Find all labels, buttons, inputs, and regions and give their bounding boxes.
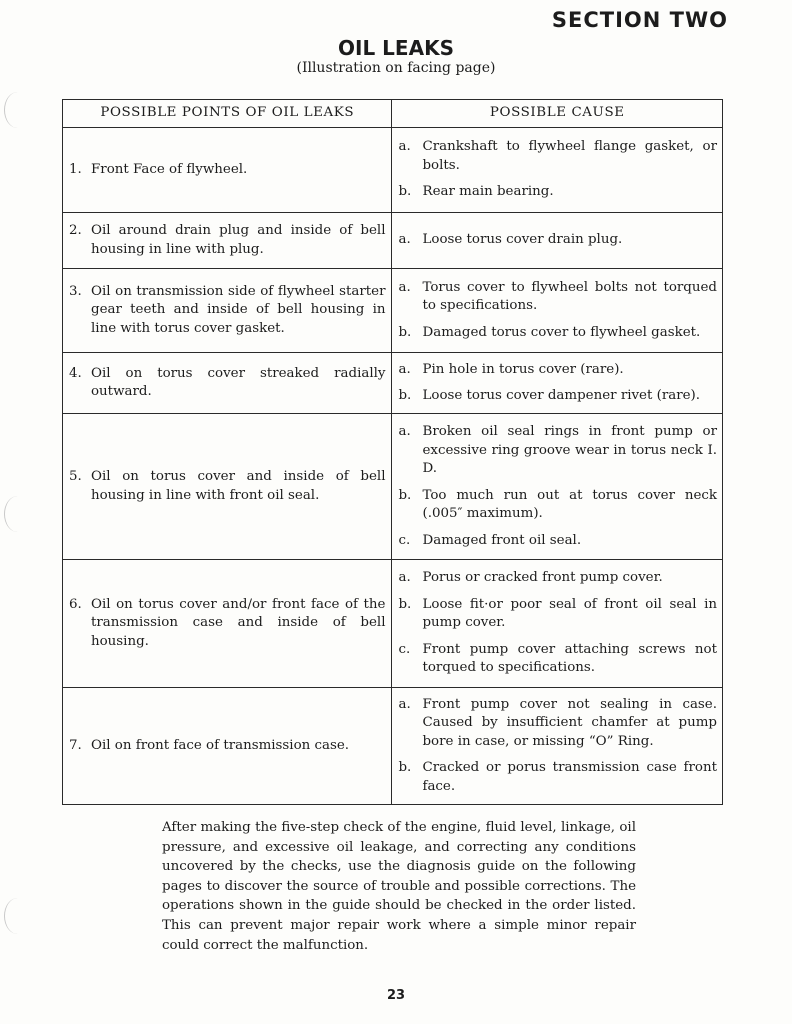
cause-text: Too much run out at torus cover neck (.005″ maximum). [422,487,717,521]
cause-item [398,138,717,175]
cause-text: Broken oil seal rings in front pump or excessive ring groove wear in torus neck I. D. [422,424,717,476]
cause-letter: a. [398,232,411,248]
cause-item [398,279,717,316]
cause-text: Front pump cover attaching screws not torqued to specifications. [422,641,717,676]
leak-point-text: Oil on torus cover and/or front face of the transmission case and inside of bell housing. [91,596,386,649]
cause-text: Front pump cover not sealing in case. Caused by insufficient chamfer at pump bore in case, or missing “O” Ring. [422,696,717,749]
page-number: 23 [386,988,406,1003]
cause-letter: b. [398,324,412,340]
cause-text: Loose torus cover drain plug. [422,232,623,248]
table-row [63,688,723,805]
punch-hole-mark [4,496,31,532]
leak-point-cell [63,353,392,414]
cause-letter: b. [398,760,412,776]
cause-item [398,387,717,406]
row-number: 2. [69,223,82,238]
leak-point-text: Oil on front face of transmission case. [91,737,350,753]
cause-text: Damaged front oil seal. [422,532,582,548]
table-row [63,560,723,688]
possible-cause-cell [392,560,723,688]
cause-letter: b. [398,388,412,403]
leak-point-text: Oil around drain plug and inside of bell housing in line with plug. [91,223,386,257]
page-title: OIL LEAKS [338,36,454,60]
punch-hole-mark [4,898,31,934]
cause-text: Porus or cracked front pump cover. [422,570,663,586]
cause-letter: c. [398,641,411,657]
cause-letter: a. [398,279,411,295]
instructions-paragraph: After making the five-step check of the engine, fluid level, linkage, oil pressure, and excessive oil leakage, and correcting any conditions uncovered by the checks, use the diagnosis guide on the following pages to discover the source of trouble and possible corrections. The operations shown in the guide should be checked in the order listed. This can prevent major repair work where a simple minor repair could correct the malfunction. [162,820,636,953]
table-row [63,213,723,269]
cause-letter: a. [398,424,411,439]
cause-letter: c. [398,532,411,548]
cause-text: Damaged torus cover to flywheel gasket. [422,324,701,340]
row-number: 7. [69,737,82,753]
row-number: 6. [69,596,82,612]
table-row [63,269,723,353]
punch-hole-mark [4,92,31,128]
column-header-points: POSSIBLE POINTS OF OIL LEAKS [63,100,392,128]
cause-item [398,487,717,524]
leak-point-cell [63,213,392,269]
cause-item [398,183,717,202]
cause-letter: a. [398,570,411,586]
cause-item [398,759,717,796]
section-heading: SECTION TWO [551,8,728,32]
cause-item [398,696,717,752]
table-row [63,353,723,414]
possible-cause-cell [392,128,723,213]
cause-text: Pin hole in torus cover (rare). [422,361,624,377]
cause-letter: b. [398,487,412,503]
cause-item [398,324,717,343]
cause-text: Loose torus cover dampener rivet (rare). [422,388,701,403]
leak-point-text: Oil on torus cover and inside of bell housing in line with front oil seal. [91,469,386,503]
cause-text: Crankshaft to flywheel flange gasket, or bolts. [422,139,717,173]
cause-letter: b. [398,184,412,200]
row-number: 3. [69,283,82,299]
possible-cause-cell [392,213,723,269]
cause-item [398,641,717,678]
cause-item [398,569,717,588]
cause-text: Cracked or porus transmission case front face. [422,760,717,794]
leak-point-cell [63,269,392,353]
row-number: 1. [69,161,82,177]
row-number: 4. [69,365,82,381]
table-row [63,128,723,213]
possible-cause-cell [392,414,723,560]
leak-point-cell [63,128,392,213]
table-row [63,414,723,560]
page-subtitle: (Illustration on facing page) [296,60,496,76]
leak-point-text: Oil on transmission side of flywheel starter gear teeth and inside of bell housing in line with torus cover gasket. [91,283,386,336]
cause-letter: a. [398,361,411,377]
leak-point-cell [63,560,392,688]
leak-point-text: Oil on torus cover streaked radially outward. [91,365,386,399]
column-header-cause: POSSIBLE CAUSE [392,100,723,128]
cause-item [398,596,717,633]
oil-leaks-table [62,99,723,805]
leak-point-text: Front Face of flywheel. [91,161,248,177]
cause-item [398,423,717,479]
cause-letter: a. [398,139,411,155]
cause-item [398,361,717,380]
cause-text: Torus cover to flywheel bolts not torqued to specifications. [422,279,717,314]
cause-letter: b. [398,596,412,612]
possible-cause-cell [392,688,723,805]
possible-cause-cell [392,269,723,353]
leak-point-cell [63,414,392,560]
leak-point-cell [63,688,392,805]
cause-item [398,231,717,250]
table-header-row [63,100,723,128]
cause-letter: a. [398,696,411,712]
cause-text: Loose fit·or poor seal of front oil seal in pump cover. [422,596,717,631]
cause-item [398,532,717,551]
row-number: 5. [69,469,82,484]
possible-cause-cell [392,353,723,414]
cause-text: Rear main bearing. [422,184,554,200]
